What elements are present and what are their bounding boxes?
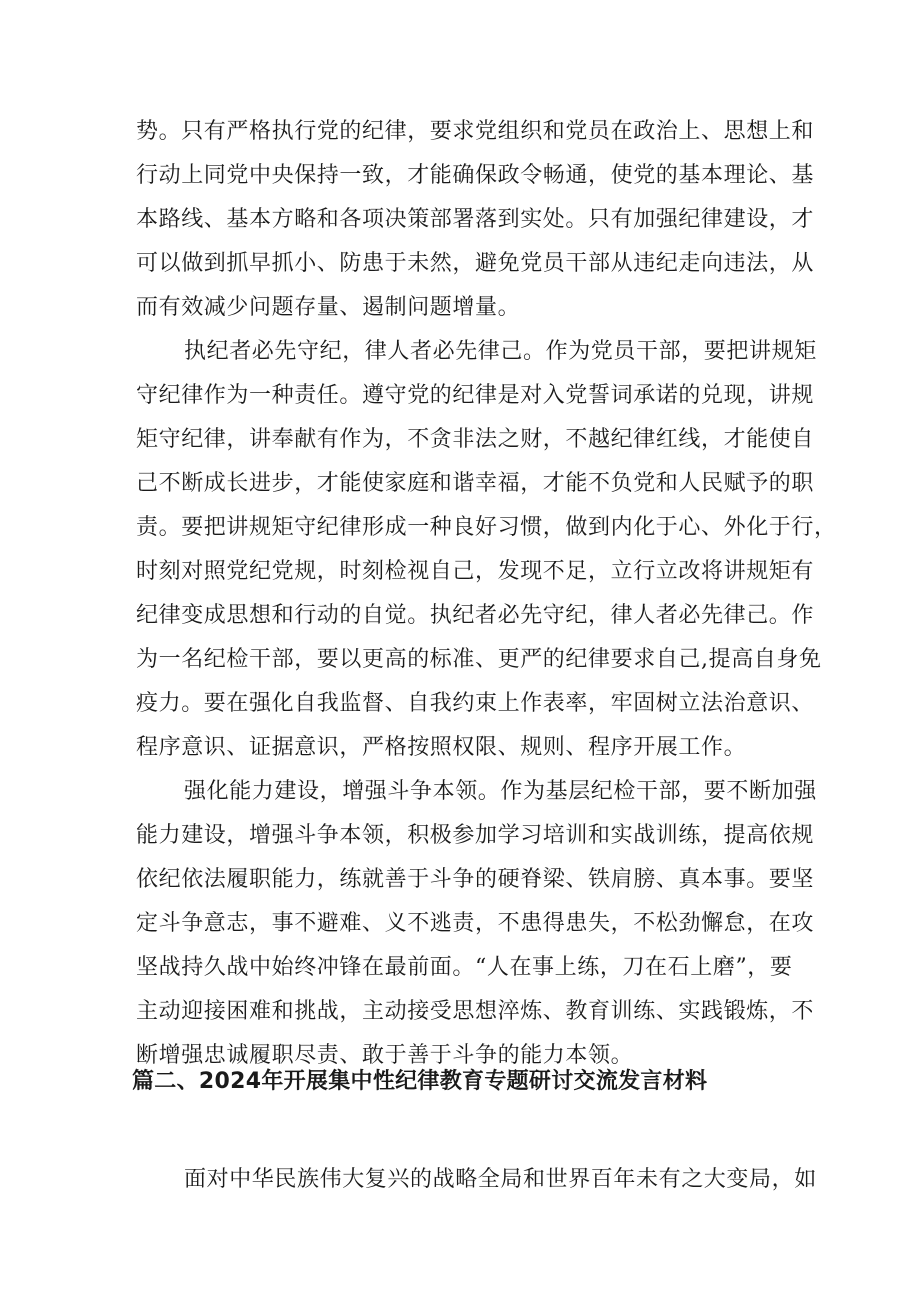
paragraph-line: 定斗争意志，事不避难、义不逃责，不患得患失，不松劲懈怠，在攻: [136, 911, 815, 936]
paragraph-line: 守纪律作为一种责任。遵守党的纪律是对入党誓词承诺的兑现，讲规: [136, 383, 815, 408]
paragraph-line: 依纪依法履职能力，练就善于斗争的硬脊梁、铁肩膀、真本事。要坚: [136, 867, 815, 892]
paragraph-line: 纪律变成思想和行动的自觉。执纪者必先守纪，律人者必先律己。作: [136, 603, 815, 628]
paragraph-line: 而有效减少问题存量、遏制问题增量。: [136, 295, 521, 320]
paragraph-line: 能力建设，增强斗争本领，积极参加学习培训和实战训练，提高依规: [136, 823, 815, 848]
paragraph-line: 执纪者必先守纪，律人者必先律己。作为党员干部，要把讲规矩: [184, 339, 817, 364]
paragraph-line: 矩守纪律，讲奉献有作为，不贪非法之财，不越纪律红线，才能使自: [136, 427, 815, 452]
paragraph-line: 面对中华民族伟大复兴的战略全局和世界百年未有之大变局，如: [184, 1167, 817, 1192]
paragraph-line: 责。要把讲规矩守纪律形成一种良好习惯，做到内化于心、外化于行，: [136, 515, 837, 540]
paragraph-line: 主动迎接困难和挑战，主动接受思想淬炼、教育训练、实践锻炼，不: [136, 999, 815, 1024]
paragraph-line: 强化能力建设，增强斗争本领。作为基层纪检干部，要不断加强: [184, 779, 817, 804]
paragraph-line: 势。只有严格执行党的纪律，要求党组织和党员在政治上、思想上和: [136, 119, 815, 144]
paragraph-line: 可以做到抓早抓小、防患于未然，避免党员干部从违纪走向违法，从: [136, 251, 815, 276]
paragraph-line: 行动上同党中央保持一致，才能确保政令畅通，使党的基本理论、基: [136, 163, 815, 188]
paragraph-line: 坚战持久战中始终冲锋在最前面。“人在事上练，刀在石上磨”，要: [136, 955, 793, 980]
section-heading: 篇二、2024年开展集中性纪律教育专题研讨交流发言材料: [132, 1069, 708, 1094]
paragraph-line: 疫力。要在强化自我监督、自我约束上作表率，牢固树立法治意识、: [136, 691, 815, 716]
paragraph-line: 为一名纪检干部，要以更高的标准、更严的纪律要求自己,提高自身免: [136, 647, 822, 672]
paragraph-line: 程序意识、证据意识，严格按照权限、规则、程序开展工作。: [136, 735, 747, 760]
paragraph-line: 时刻对照党纪党规，时刻检视自己，发现不足，立行立改将讲规矩有: [136, 559, 815, 584]
paragraph-line: 己不断成长进步，才能使家庭和谐幸福，才能不负党和人民赋予的职: [136, 471, 815, 496]
paragraph-line: 本路线、基本方略和各项决策部署落到实处。只有加强纪律建设，才: [136, 207, 815, 232]
paragraph-line: 断增强忠诚履职尽责、敢于善于斗争的能力本领。: [136, 1043, 634, 1068]
